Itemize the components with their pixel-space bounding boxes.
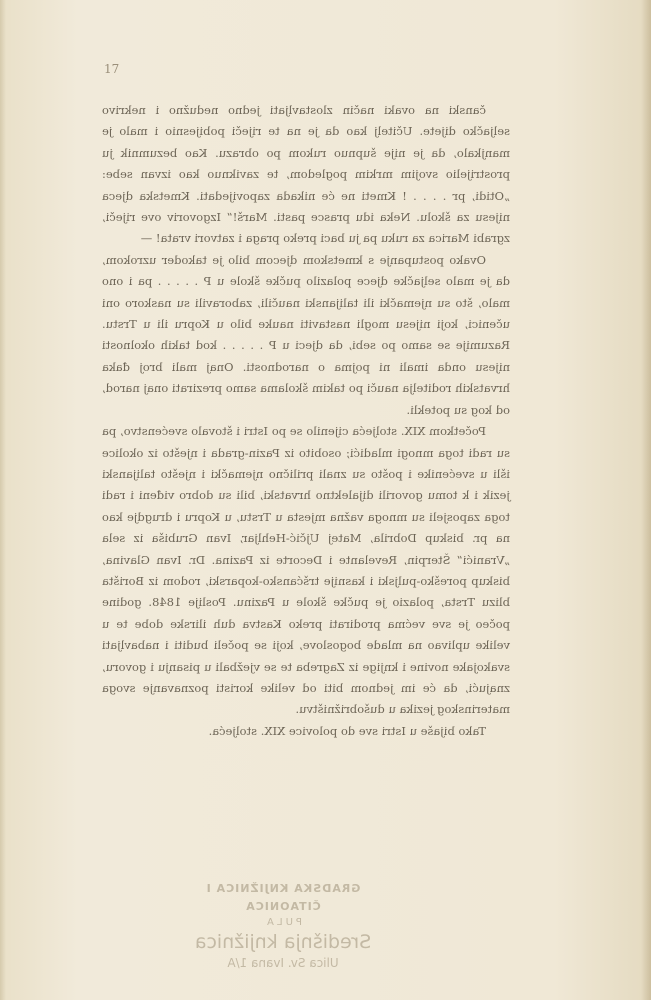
paragraph-4: Tako bijaše u Istri sve do polovice XIX. stoljeća. xyxy=(208,723,486,738)
paragraph-1: čanski na ovaki način zlostavljati jedno nedužno i nekrivo seljačko dijete. Učitelj kao da je na te riječi pobijesnio i malo je manjkalo, da je nije šupnuo rukom po obrazu. Kao bezumnik ju prostrijelio svojim mrkim pogledom, te zaviknuo kao izvan sebe: „Otidi, pr . . . . ! Kmeti ne će nikada zapovijedati. Kmetska djeca nijesu za školu. Neka idu prasce pasti. Marš!“ Izgovoriv ove riječi, zgrabi Marica za ruku pa ju baci preko praga i zatvori vrata! — xyxy=(102,103,510,246)
bleed-through-text-block xyxy=(102,100,510,742)
stamp-library-name: GRADSKA KNJIŽNICA I ČITAONICA xyxy=(205,882,361,913)
library-stamp xyxy=(170,880,396,972)
stamp-address: Ulica Sv. Ivana 1/A xyxy=(227,956,339,970)
page-right-edge-shadow xyxy=(641,0,651,1000)
stamp-city: PULA xyxy=(264,917,302,928)
paragraph-2: Ovako postupanje s kmetskom djecom bilo je takoder uzrokom, da je malo seljačke djece polazilo pučke škole u P . . . . . pa i ono malo, što su njemački ili talijanski naučili, zaboravili su naskoro oni učenici, koji nijesu mogli nastaviti nauke bilo u Kopru ili u Trstu. Razumije se samo po sebi, da djeci u P . . . . . kod takih okolnosti nijesu onda imali ni pojma o narodnosti. Onaj mali broj đaka hrvatskih roditelja nauči po takim školama samo prezirati onaj narod, od kog su potekli. xyxy=(102,252,510,417)
page-number: 17 xyxy=(104,62,120,76)
stamp-branch: Središnja knjižnica xyxy=(194,931,372,953)
paragraph-3: Početkom XIX. stoljeća cijenilo se po Istri i štovalo svećenstvo, pa su radi toga mnogi mladići; osobito iz Pazin-grada i nješto iz okolice išli u svećenike i pošto su znali prilično njemački i nješto talijanski jezik i k tomu govorili dijalektno hrvatski, bili su dobro viđeni i radi toga zaposjeli su mnoga važna mjesta u Trstu, u Kopru i drugdje kao na pr. biskup Dobrila, Matej Ujčić-Hehljar, Ivan Grubiša iz sela „Vranići“ Šterpin, Revelante i Decorte iz Pazina. Dr. Ivan Glavina, biskup poreško-puljski i kasnije tršćansko-koparski, rodom iz Borišta blizu Trsta, polazio je pučke škole u Pazinu. Poslije 1848. godine počeo je sve većma prodirati preko Kastva duh ilirske dobe te u velike uplivao na mlade bogoslove, koji se počeli buditi i nabavljati svakojake novine i knjige iz Zagreba te se vježbali u pisanju i govoru, znajući, da će im jednom biti od velike koristi poznavanje svoga materinskog jezika u dušobrižništvu. xyxy=(102,424,510,717)
page-left-edge-shadow xyxy=(0,0,6,1000)
